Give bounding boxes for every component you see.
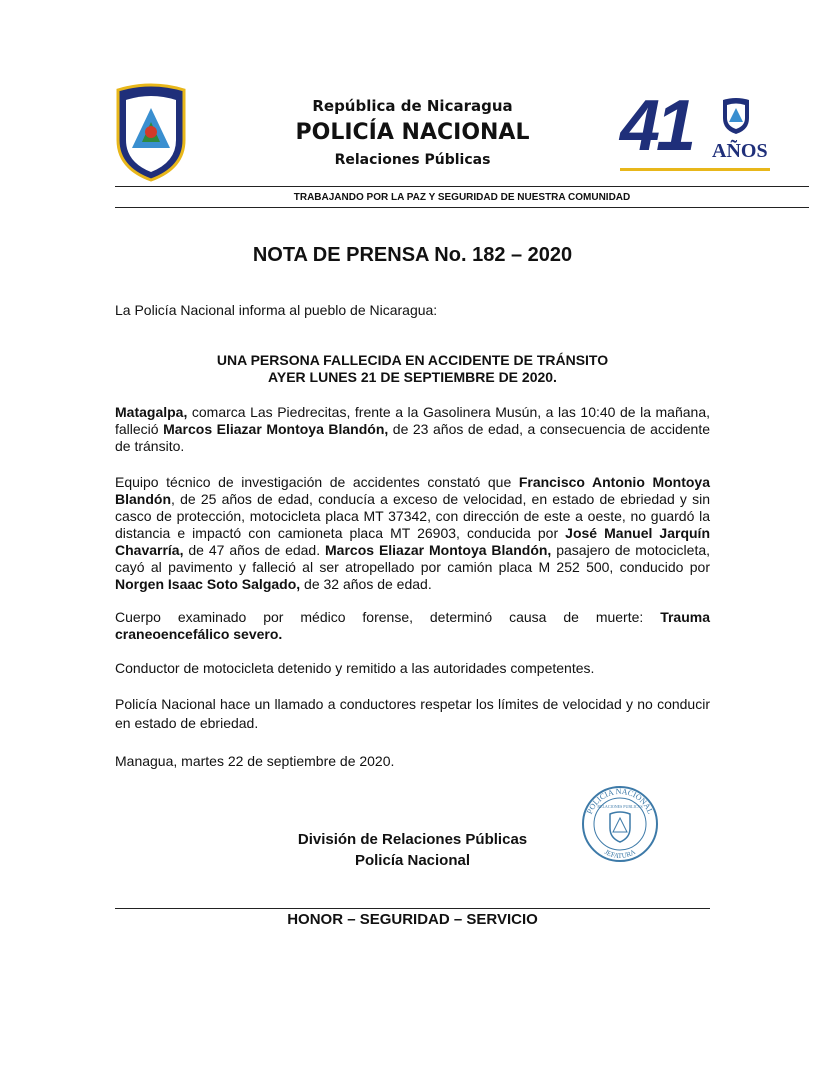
p3-text-a: Cuerpo examinado por médico forense, determinó causa de muerte: bbox=[115, 609, 661, 625]
p1-text-a: comarca Las Piedrecitas, frente a la Gasolinera Musún, a las 10:40 de la mañana, falleció bbox=[115, 404, 710, 437]
p1-text-b: de 23 años de edad, a consecuencia de accidente de tránsito. bbox=[115, 421, 711, 454]
truck-driver-name: José Manuel Jarquín Chavarría, bbox=[115, 525, 711, 558]
footer-rule bbox=[115, 908, 710, 909]
victim-name-2: Marcos Eliazar Montoya Blandón, bbox=[325, 542, 552, 558]
headline-line1: UNA PERSONA FALLECIDA EN ACCIDENTE DE TRÁNSITO bbox=[216, 352, 609, 368]
paragraph-1 bbox=[115, 404, 710, 455]
p2-text-b: , de 25 años de edad, conducía a exceso de velocidad, en estado de ebriedad y sin casco de protección, motocicleta placa MT 37342, con dirección de este a oeste, no guardó la distancia e impactó con camioneta placa MT 26903, conducida por bbox=[115, 491, 710, 541]
police-shield-icon bbox=[112, 82, 190, 184]
gold-underline bbox=[620, 168, 770, 171]
p2-text-e: de 32 años de edad. bbox=[300, 576, 432, 592]
anniversary-logo-icon bbox=[620, 86, 770, 172]
institution-name: POLICÍA NACIONAL bbox=[295, 120, 530, 145]
paragraph-5: Policía Nacional hace un llamado a conductores respetar los límites de velocidad y no conducir en estado de ebriedad. bbox=[115, 696, 710, 731]
signature-line2: Policía Nacional bbox=[354, 852, 471, 869]
motto: TRABAJANDO POR LA PAZ Y SEGURIDAD DE NUESTRA COMUNIDAD bbox=[293, 192, 631, 203]
paragraph-4: Conductor de motocicleta detenido y remitido a las autoridades competentes. bbox=[115, 660, 595, 676]
press-release-title: NOTA DE PRENSA No. 182 – 2020 bbox=[252, 244, 573, 266]
country-name: República de Nicaragua bbox=[312, 97, 513, 115]
p2-text-a: Equipo técnico de investigación de accidentes constató que bbox=[115, 474, 519, 490]
p2-text-c: de 47 años de edad. bbox=[183, 542, 326, 558]
victim-name: Marcos Eliazar Montoya Blandón, bbox=[163, 421, 389, 437]
department-name: Relaciones Públicas bbox=[334, 152, 491, 168]
signature-line1: División de Relaciones Públicas bbox=[297, 831, 528, 848]
p2-text-d: pasajero de motocicleta, cayó al pavimento y falleció al ser atropellado por camión placa M 252 500, conducido por bbox=[115, 542, 711, 575]
headline bbox=[115, 352, 710, 386]
anniversary-number: 41 bbox=[620, 86, 693, 166]
driver-name: Francisco Antonio Montoya Blandón bbox=[115, 474, 710, 507]
header-block bbox=[250, 95, 575, 171]
footer-motto: HONOR – SEGURIDAD – SERVICIO bbox=[287, 911, 538, 928]
official-stamp-icon bbox=[580, 784, 660, 864]
camion-driver-name: Norgen Isaac Soto Salgado, bbox=[115, 576, 301, 592]
paragraph-3 bbox=[115, 609, 710, 643]
anniversary-label: AÑOS bbox=[712, 140, 768, 162]
intro-text: La Policía Nacional informa al pueblo de Nicaragua: bbox=[115, 302, 438, 318]
top-rule bbox=[115, 186, 809, 187]
dateline: Managua, martes 22 de septiembre de 2020. bbox=[115, 753, 395, 769]
location: Matagalpa, bbox=[115, 404, 188, 420]
stamp-bottom-text: JEFATURA bbox=[603, 847, 637, 861]
svg-text:POLICIA NACIONAL bbox=[585, 787, 655, 816]
headline-line2: AYER LUNES 21 DE SEPTIEMBRE DE 2020. bbox=[268, 369, 557, 385]
paragraph-2 bbox=[115, 474, 710, 593]
small-shield-icon bbox=[720, 96, 752, 136]
stamp-sub-text: RELACIONES PUBLICAS bbox=[597, 804, 643, 809]
stamp-top-text: POLICIA NACIONAL bbox=[584, 786, 656, 816]
cause-of-death: Trauma craneoencefálico severo. bbox=[115, 609, 710, 642]
signature-block bbox=[250, 829, 575, 871]
motto-rule bbox=[115, 207, 809, 208]
